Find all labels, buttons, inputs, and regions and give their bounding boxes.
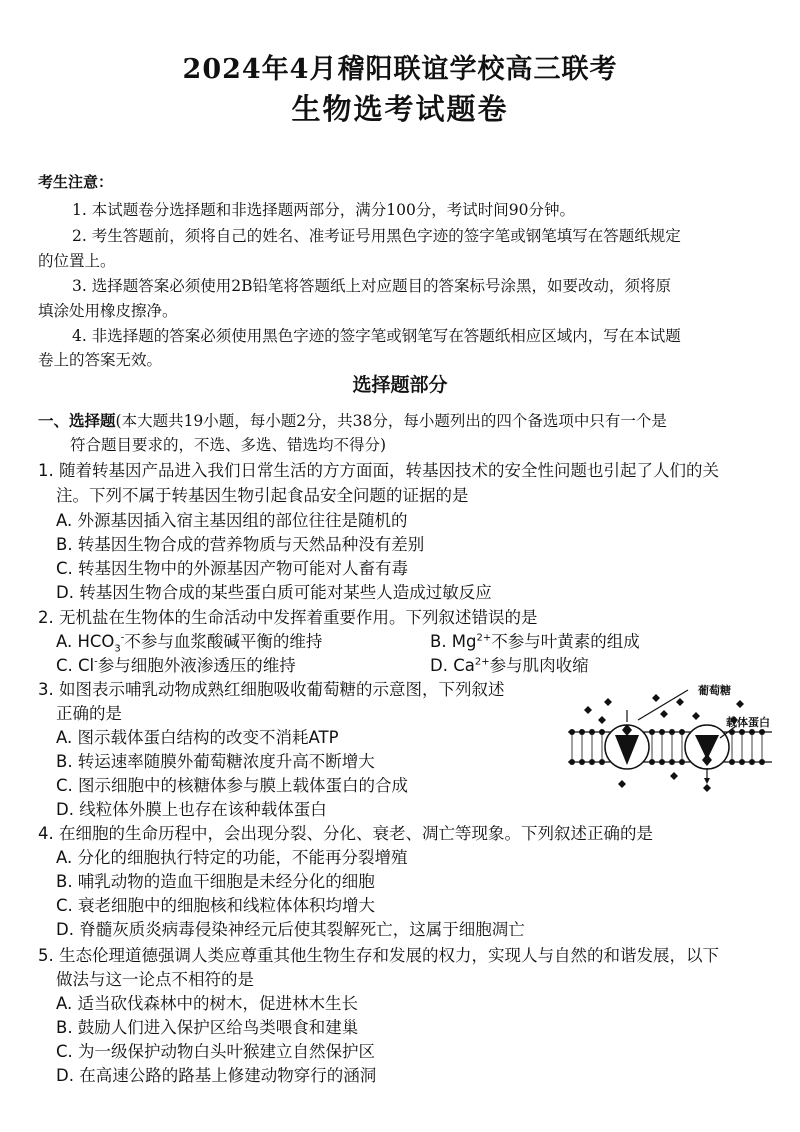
q4-stem: 4. 在细胞的生命历程中，会出现分裂、分化、衰老、凋亡等现象。下列叙述正确的是 [38,824,653,843]
q2-a-sub: 3 [114,643,121,655]
q3-option-a: A. 图示载体蛋白结构的改变不消耗ATP [56,728,339,747]
q1-option-d: D. 转基因生物合成的某些蛋白质可能对某些人造成过敏反应 [56,583,492,602]
part1-label: 一、选择题 [38,412,116,430]
carrier-protein-right [685,725,729,769]
q4-option-d: D. 脊髓灰质炎病毒侵染神经元后使其裂解死亡，这属于细胞凋亡 [56,920,525,939]
q3-option-c: C. 图示细胞中的核糖体参与膜上载体蛋白的合成 [56,776,409,795]
q2-b-pre: B. Mg [430,632,477,651]
notice-item-4b: 卷上的答案无效。 [38,351,163,369]
q2-d-pre: D. Ca [430,656,475,675]
q1-option-c: C. 转基因生物中的外源基因产物可能对人畜有毒 [56,559,409,578]
q2-c-sup: - [94,656,98,668]
q2-c-post: 参与细胞外液渗透压的维持 [97,656,296,675]
q1-option-a: A. 外源基因插入宿主基因组的部位往往是随机的 [56,511,408,530]
notice-item-3b: 填涂处用橡皮擦净。 [38,302,178,320]
notice-item-2a: 2. 考生答题前，须将自己的姓名、准考证号用黑色字迹的签字笔或钢笔填写在答题纸规定 [72,227,681,245]
q5-option-c: C. 为一级保护动物白头叶猴建立自然保护区 [56,1042,376,1061]
notice-item-2b: 的位置上。 [38,252,116,270]
q2-a-sup: - [120,632,125,644]
q2-a-post: 不参与血浆酸碱平衡的维持 [124,632,323,651]
q5-option-b: B. 鼓励人们进入保护区给鸟类喂食和建巢 [56,1018,359,1037]
part1-intro-line1 [38,409,667,433]
q3-option-b: B. 转运速率随膜外葡萄糖浓度升高不断增大 [56,752,375,771]
arrow-down-icon [704,778,710,784]
q2-option-d [430,654,589,678]
q4-option-a: A. 分化的细胞执行特定的功能，不能再分裂增殖 [56,848,408,867]
q1-option-b: B. 转基因生物合成的营养物质与天然品种没有差别 [56,535,425,554]
q5-stem-a: 5. 生态伦理道德强调人类应尊重其他生物生存和发展的权力，实现人与自然的和谐发展，以下 [38,946,719,965]
q5-option-d: D. 在高速公路的路基上修建动物穿行的涵洞 [56,1066,377,1085]
notice-item-1: 1. 本试题卷分选择题和非选择题两部分，满分100分，考试时间90分钟。 [72,201,576,219]
q3-option-d: D. 线粒体外膜上也存在该种载体蛋白 [56,800,327,819]
q5-stem-b: 做法与这一论点不相符的是 [56,970,254,989]
q4-option-c: C. 衰老细胞中的细胞核和线粒体体积均增大 [56,896,376,915]
q2-option-a [56,630,322,654]
q2-option-c [56,654,296,678]
q2-b-post: 不参与叶黄素的组成 [491,632,640,651]
exam-subtitle: 生物选考试题卷 [291,92,509,126]
glucose-transport-diagram [560,680,780,810]
label-carrier-protein: 载体蛋白 [726,716,770,729]
notice-heading: 考生注意： [38,173,114,191]
q1-stem-b: 注。下列不属于转基因生物引起食品安全问题的证据的是 [56,486,469,505]
label-glucose: 葡萄糖 [698,684,731,697]
q2-a-pre: A. HCO [56,632,115,651]
q2-d-sup: 2+ [474,656,490,668]
q5-option-a: A. 适当砍伐森林中的树木，促进林木生长 [56,994,358,1013]
q3-stem-b: 正确的是 [56,704,122,723]
q2-b-sup: 2+ [476,632,492,644]
q3-stem-a: 3. 如图表示哺乳动物成熟红细胞吸收葡萄糖的示意图，下列叙述 [38,680,505,699]
part1-desc-a: (本大题共19小题，每小题2分，共38分，每小题列出的四个备选项中只有一个是 [115,412,667,430]
cell-membrane [568,729,772,765]
q1-stem-a: 1. 随着转基因产品进入我们日常生活的方方面面，转基因技术的安全性问题也引起了人们的关 [38,461,719,480]
carrier-protein-left [605,724,649,769]
exam-title: 2024年4月稽阳联谊学校高三联考 [182,54,618,85]
notice-item-3a: 3. 选择题答案必须使用2B铅笔将答题纸上对应题目的答案标号涂黑，如要改动，须将原 [72,277,671,295]
q2-c-pre: C. Cl [56,656,95,675]
section-title: 选择题部分 [352,374,448,396]
part1-desc-b: 符合题目要求的，不选、多选、错选均不得分) [70,436,387,454]
q2-option-b [430,630,640,654]
notice-item-4a: 4. 非选择题的答案必须使用黑色字迹的签字笔或钢笔写在答题纸相应区域内，写在本试题 [72,327,681,345]
q2-d-post: 参与肌肉收缩 [489,656,589,675]
q2-stem: 2. 无机盐在生物体的生命活动中发挥着重要作用。下列叙述错误的是 [38,608,538,627]
q4-option-b: B. 哺乳动物的造血干细胞是未经分化的细胞 [56,872,375,891]
